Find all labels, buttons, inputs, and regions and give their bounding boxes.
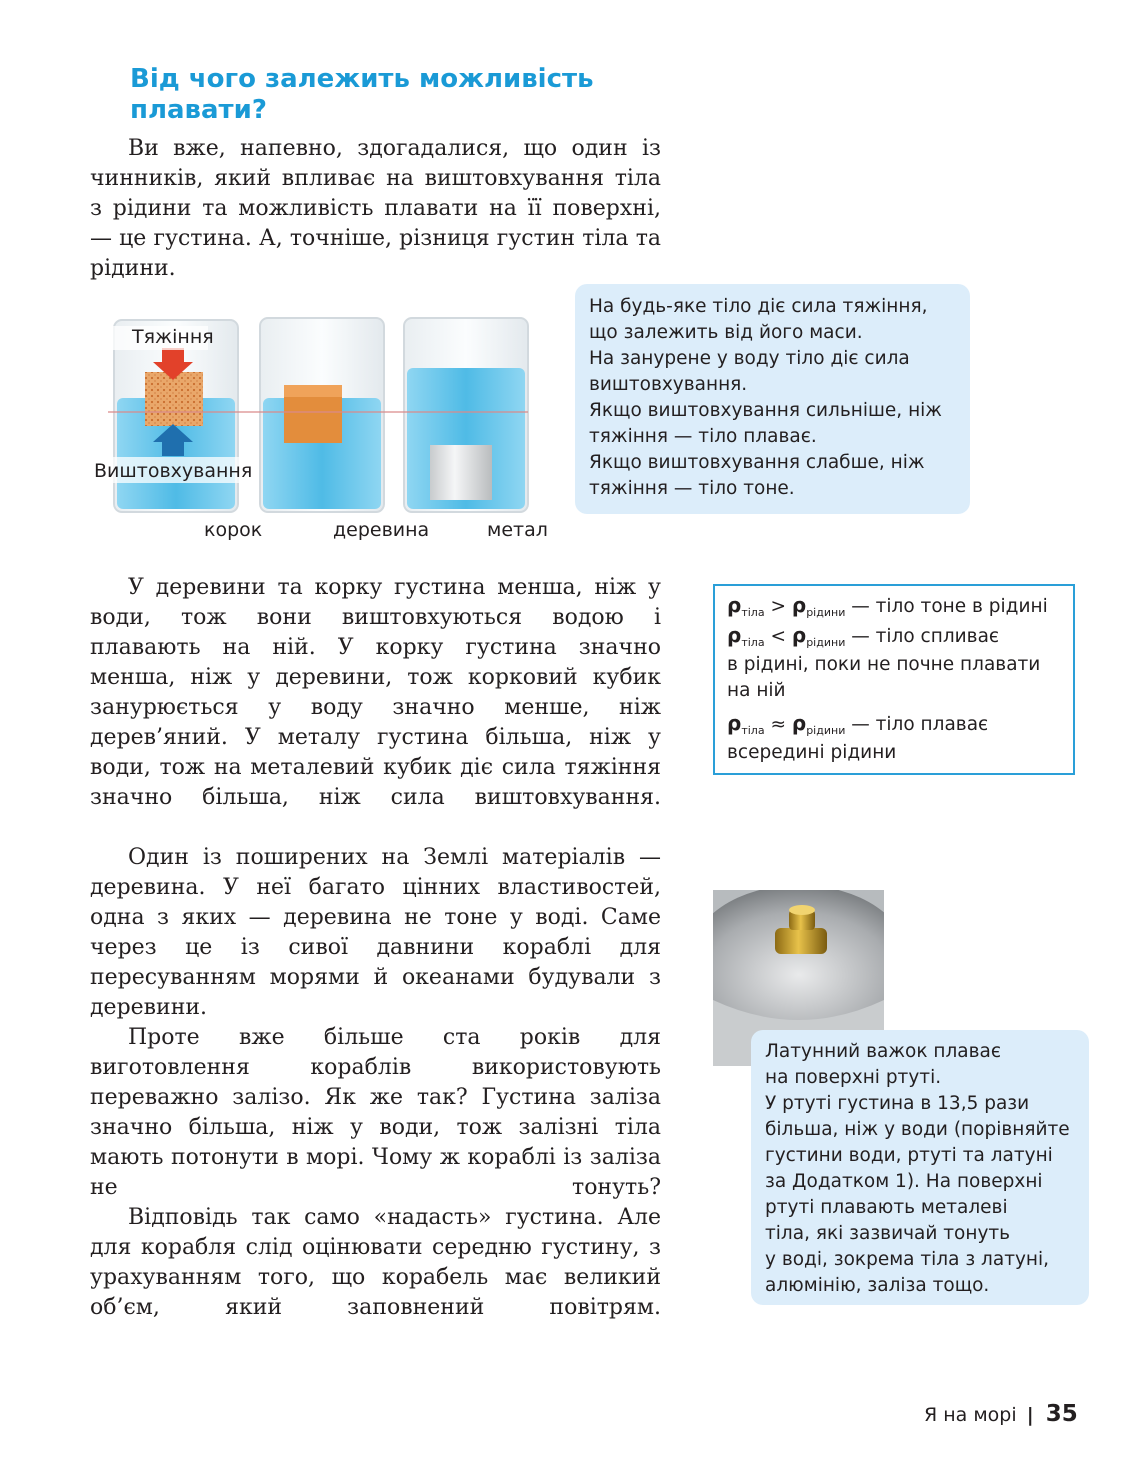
note-line: за Додатком 1). На поверхні (765, 1171, 1043, 1192)
density-formula-box (713, 584, 1075, 775)
answer-paragraph: Відповідь так само «надасть» густина. Але для корабля слід оцінювати середню густину, з урахуванням того, що корабель має великий об’єм, який заповнений повітрям. (90, 1205, 661, 1320)
footer-separator: | (1026, 1404, 1034, 1426)
note-line: алюмінію, заліза тощо. (765, 1275, 990, 1296)
note-line: більша, ніж у води (порівняйте (765, 1119, 1070, 1140)
mercury-note (751, 1030, 1089, 1305)
density-paragraph: У деревини та корку густина менша, ніж у води, тож вони виштовхуються водою і плавають на ній. У корку густина значно менша, ніж у деревини, тож корковий кубик занурюється у воду значно менше, ніж дерев’яний. У металу густина більша, ніж у води, тож на металевий кубик діє сила тяжіння значно більша, ніж сила виштовхування. (90, 575, 661, 810)
beaker-metal (404, 318, 528, 512)
note-line: тяжіння — тіло плаває. (589, 426, 817, 447)
beakers-illustration (90, 310, 560, 515)
intro-paragraph: Ви вже, напевно, здогадалися, що один із чинників, який впливає на виштовхування тіла з рідини та можливість плавати на її поверхні, — це густина. А, точніше, різниця густин тіла та рідини. (90, 136, 661, 281)
formula-rises: $\rho_{тіла} < \rho_{рідини}$ — тіло спливає (727, 623, 1000, 649)
note-line: виштовхування. (589, 374, 748, 395)
buoyancy-label: Виштовхування (94, 460, 253, 482)
note-line: Якщо виштовхування сильніше, ніж (589, 400, 942, 421)
note-line: тяжіння — тіло тоне. (589, 478, 795, 499)
page-number: 35 (1045, 1401, 1078, 1427)
note-line: У ртуті густина в 13,5 рази (765, 1093, 1030, 1114)
forces-note (575, 284, 970, 514)
note-line: що залежить від його маси. (589, 322, 863, 343)
wood-paragraph: Один із поширених на Землі матеріалів — деревина. У неї багато цінних властивостей, одна з яких — деревина не тоне у воді. Саме через це із сивої давнини кораблі для пересуванням морями й океанами будували з деревини. (90, 845, 661, 1020)
caption-wood: деревина (333, 519, 430, 541)
formula-sinks: $\rho_{тіла} > \rho_{рідини}$ — тіло тоне в рідині (727, 593, 1048, 619)
caption-cork: корок (204, 519, 263, 541)
note-line: На будь-яке тіло діє сила тяжіння, (589, 296, 928, 317)
section-heading: Від чого залежить можливість плавати? (130, 64, 594, 125)
page-footer (924, 1401, 1078, 1427)
iron-paragraph: Проте вже більше ста років для виготовлення кораблів використовують переважно залізо. Як же так? Густина заліза значно більша, ніж у води, тож залізні тіла мають потонути в морі. Чому ж кораблі із заліза не тонуть? (90, 1025, 661, 1200)
cork-cube (145, 372, 203, 426)
note-line: тіла, які зазвичай тонуть (765, 1223, 1011, 1244)
note-line: на поверхні ртуті. (765, 1067, 942, 1088)
beaker-wood (260, 318, 384, 512)
note-line: Латунний важок плаває (765, 1041, 1002, 1062)
formula-rises-cont2: на ній (727, 680, 786, 701)
note-line: у воді, зокрема тіла з латуні, (765, 1249, 1050, 1270)
footer-section-title: Я на морі (924, 1404, 1017, 1426)
beakers-figure (90, 310, 560, 515)
gravity-label: Тяжіння (132, 326, 214, 348)
formula-rises-cont: в рідині, поки не почне плавати (727, 654, 1041, 675)
note-line: На занурене у воду тіло діє сила (589, 348, 910, 369)
formula-floats: $\rho_{тіла} \approx \rho_{рідини}$ — тіло плаває (727, 711, 989, 737)
note-line: густини води, ртуті та латуні (765, 1145, 1053, 1166)
formula-floats-cont: всередині рідини (727, 742, 897, 763)
metal-cube (430, 445, 492, 500)
note-line: Якщо виштовхування слабше, ніж (589, 452, 925, 473)
caption-metal: метал (487, 519, 548, 541)
note-line: ртуті плавають металеві (765, 1197, 1008, 1218)
